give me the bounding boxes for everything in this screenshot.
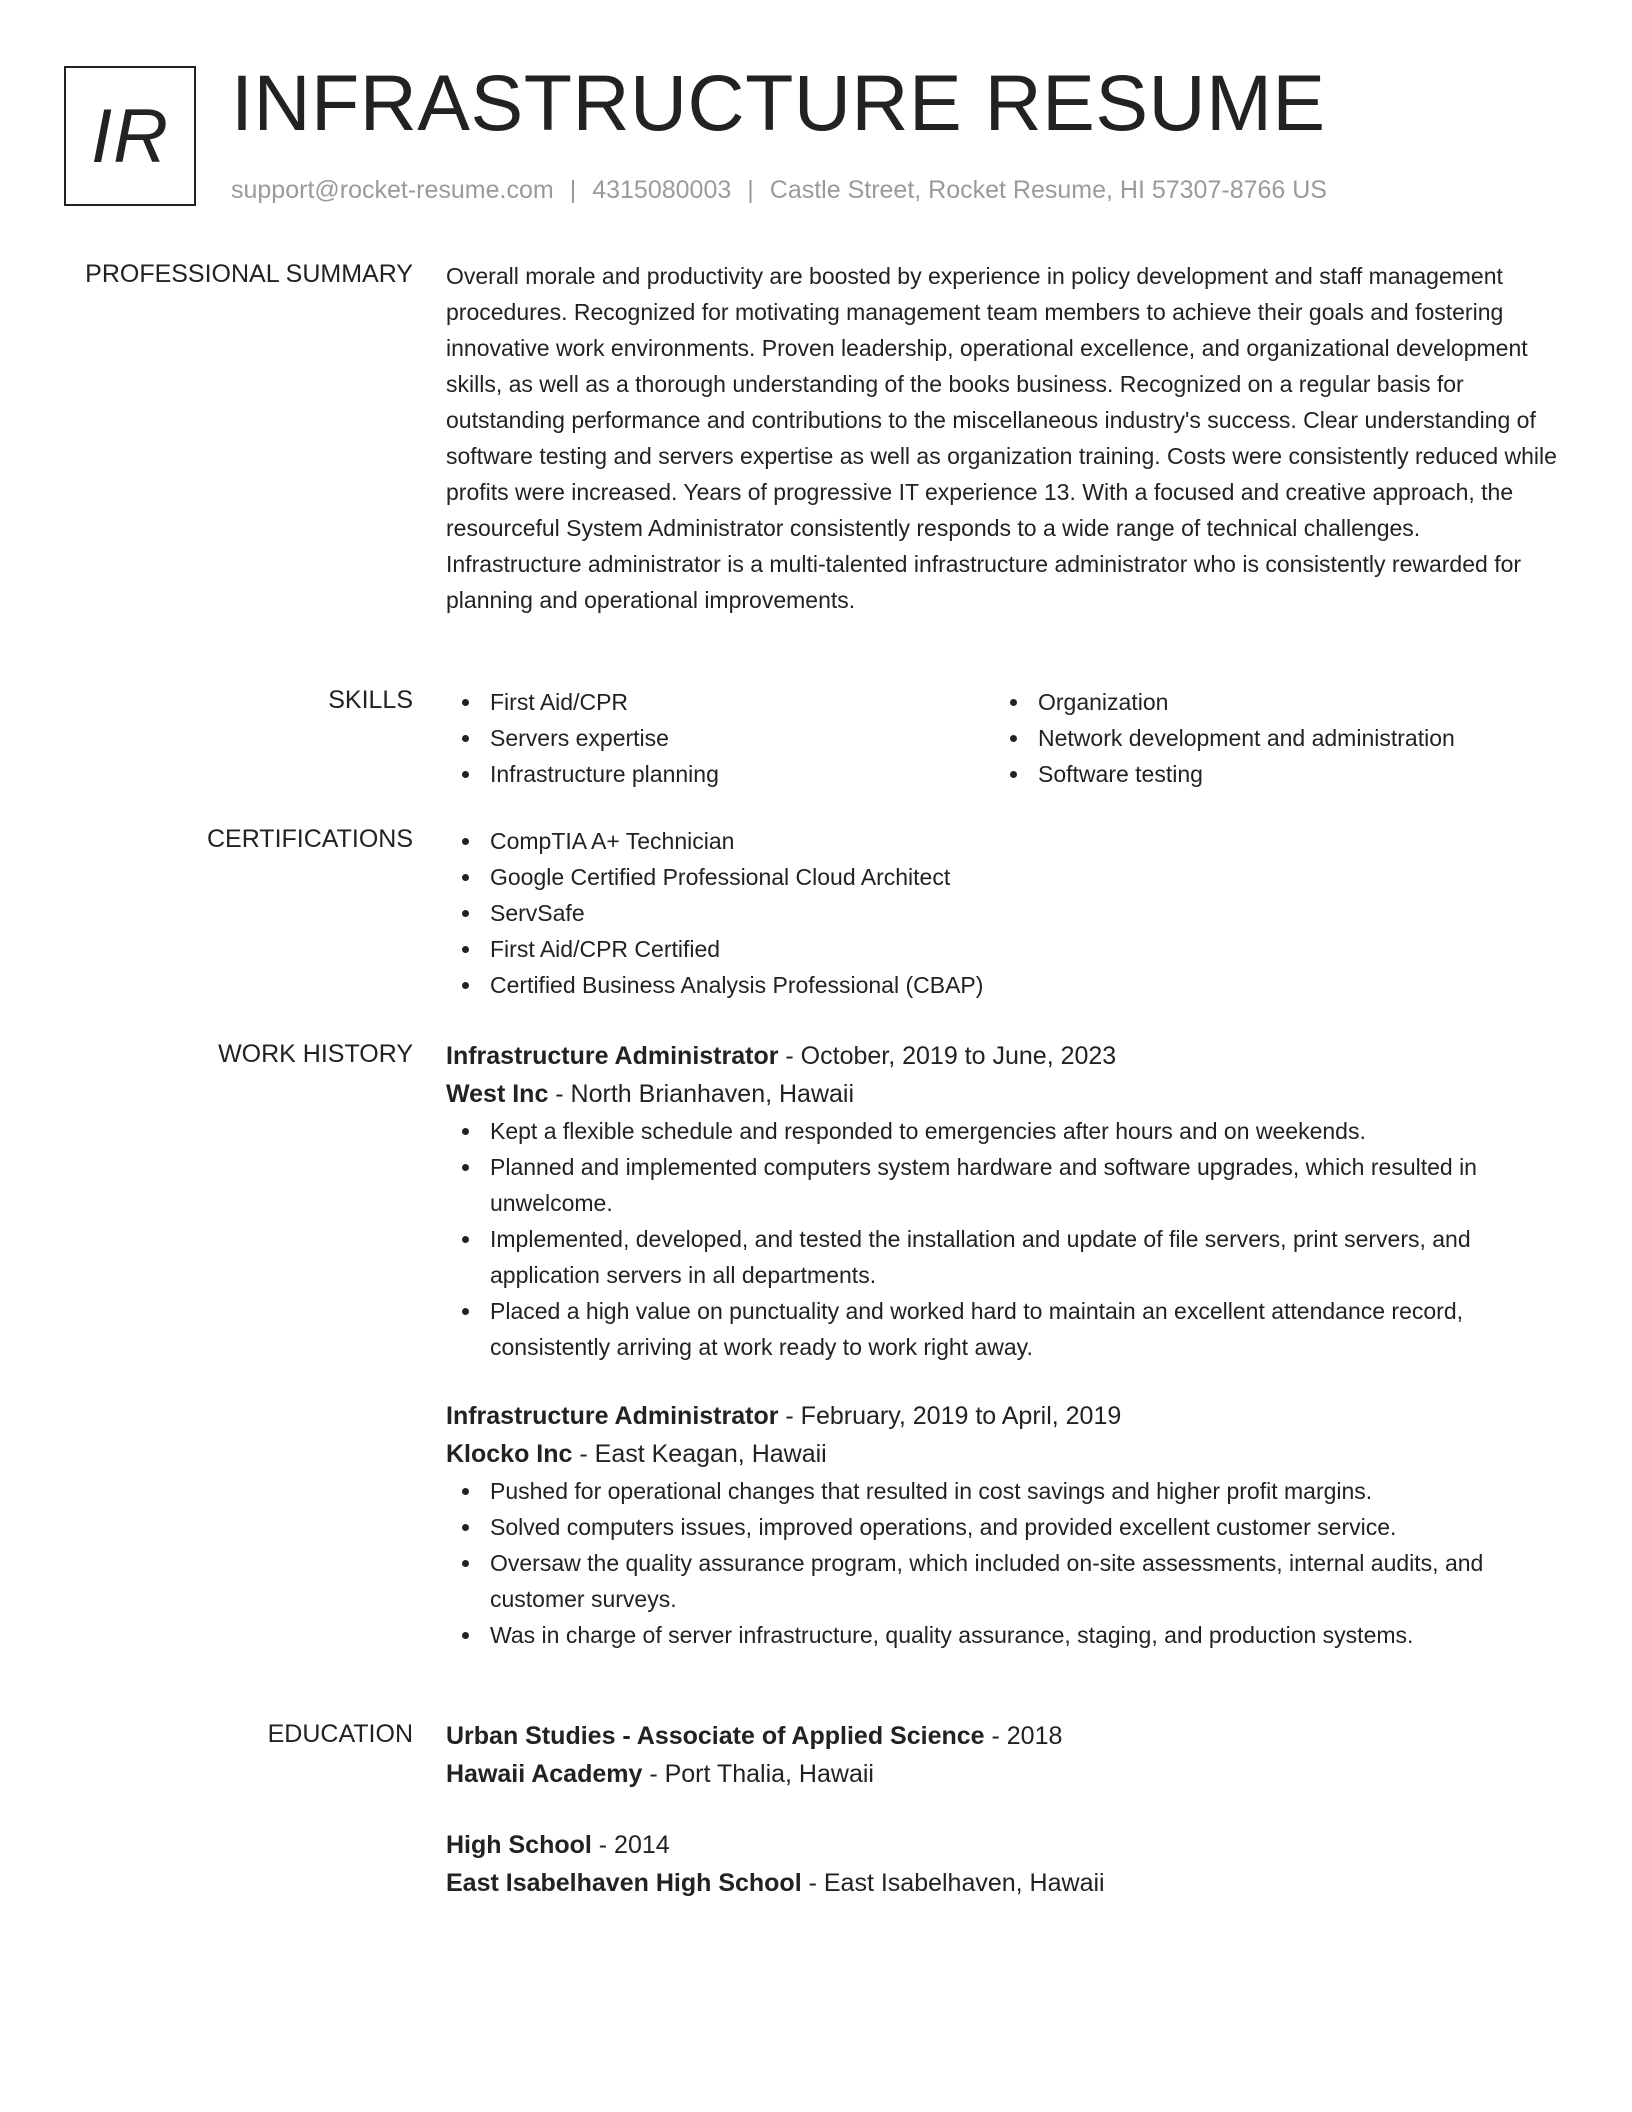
skills-list-right [994,684,1542,792]
education-entry [446,1826,1562,1902]
education-degree: Urban Studies - Associate of Applied Science [446,1722,985,1750]
skills-grid [446,684,1562,792]
job-dates: - February, 2019 to April, 2019 [778,1402,1122,1430]
job-company-line [446,1435,1562,1473]
page-title: INFRASTRUCTURE RESUME [231,58,1326,147]
job-bullets [446,1473,1562,1653]
education-school: Hawaii Academy [446,1760,643,1788]
education-school-line [446,1755,1562,1793]
job-company: West Inc [446,1080,549,1108]
skill-item: First Aid/CPR [446,684,994,720]
contact-email[interactable]: support@rocket-resume.com [231,176,554,204]
certifications-list [446,823,1562,1003]
job-bullet: Pushed for operational changes that resulted in cost savings and higher profit margins. [446,1473,1562,1509]
skill-item: Infrastructure planning [446,756,994,792]
education-body [446,1717,1562,1902]
job-bullet: Was in charge of server infrastructure, quality assurance, staging, and production systems. [446,1617,1562,1653]
skills-body [446,684,1562,792]
skill-item: Servers expertise [446,720,994,756]
education-degree: High School [446,1831,592,1859]
skills-list-left [446,684,994,792]
work-history-heading: WORK HISTORY [218,1040,413,1068]
certification-item: First Aid/CPR Certified [446,931,1562,967]
skill-item: Network development and administration [994,720,1542,756]
skill-item: Software testing [994,756,1542,792]
skill-item: Organization [994,684,1542,720]
education-location: - East Isabelhaven, Hawaii [801,1869,1105,1897]
education-year: - 2018 [984,1722,1063,1750]
monogram-logo: IR [64,66,196,206]
job-entry [446,1037,1562,1365]
contact-phone: 4315080003 [592,176,732,204]
certification-item: Certified Business Analysis Professional (CBAP) [446,967,1562,1003]
education-degree-line [446,1826,1562,1864]
job-title-line [446,1037,1562,1075]
job-location: - East Keagan, Hawaii [572,1440,827,1468]
job-bullet: Kept a flexible schedule and responded to emergencies after hours and on weekends. [446,1113,1562,1149]
job-title: Infrastructure Administrator [446,1402,779,1430]
job-bullet: Planned and implemented computers system hardware and software upgrades, which resulted in unwelcome. [446,1149,1562,1221]
job-bullets [446,1113,1562,1365]
contact-address: Castle Street, Rocket Resume, HI 57307-8766 US [769,176,1327,204]
work-history-body [446,1037,1562,1653]
education-location: - Port Thalia, Hawaii [642,1760,874,1788]
education-degree-line [446,1717,1562,1755]
certifications-heading: CERTIFICATIONS [206,825,413,853]
job-title-line [446,1397,1562,1435]
job-company-line [446,1075,1562,1113]
job-title: Infrastructure Administrator [446,1042,779,1070]
job-bullet: Solved computers issues, improved operations, and provided excellent customer service. [446,1509,1562,1545]
contact-separator: | [747,176,754,204]
education-heading: EDUCATION [267,1720,413,1748]
education-school-line [446,1864,1562,1902]
summary-text: Overall morale and productivity are boosted by experience in policy development and staff management procedures. Recognized for motivating management team members to achieve their goals and fostering innovative work environments. Proven leadership, operational excellence, and organizational development skills, as well as a thorough understanding of the books business. Recognized on a regular basis for outstanding performance and contributions to the miscellaneous industry's success. Clear understanding of software testing and servers expertise as well as organization training. Costs were consistently reduced while profits were increased. Years of progressive IT experience 13. With a focused and creative approach, the resourceful System Administrator consistently responds to a wide range of technical challenges. Infrastructure administrator is a multi-talented infrastructure administrator who is consistently rewarded for planning and operational improvements. [446,263,1557,613]
skills-heading: SKILLS [328,686,413,714]
job-bullet: Placed a high value on punctuality and worked hard to maintain an excellent attendance record, consistently arriving at work ready to work right away. [446,1293,1562,1365]
job-bullet: Oversaw the quality assurance program, which included on-site assessments, internal audits, and customer surveys. [446,1545,1562,1617]
job-bullet: Implemented, developed, and tested the installation and update of file servers, print servers, and application servers in all departments. [446,1221,1562,1293]
job-entry [446,1397,1562,1653]
contact-line [231,174,1327,206]
summary-heading: PROFESSIONAL SUMMARY [85,260,413,288]
education-entry [446,1717,1562,1793]
job-dates: - October, 2019 to June, 2023 [778,1042,1117,1070]
contact-separator: | [569,176,577,204]
summary-body [446,258,1562,618]
certifications-body [446,823,1562,1003]
job-location: - North Brianhaven, Hawaii [548,1080,855,1108]
certification-item: CompTIA A+ Technician [446,823,1562,859]
certification-item: ServSafe [446,895,1562,931]
education-year: - 2014 [591,1831,670,1859]
job-company: Klocko Inc [446,1440,573,1468]
education-school: East Isabelhaven High School [446,1869,802,1897]
certification-item: Google Certified Professional Cloud Architect [446,859,1562,895]
